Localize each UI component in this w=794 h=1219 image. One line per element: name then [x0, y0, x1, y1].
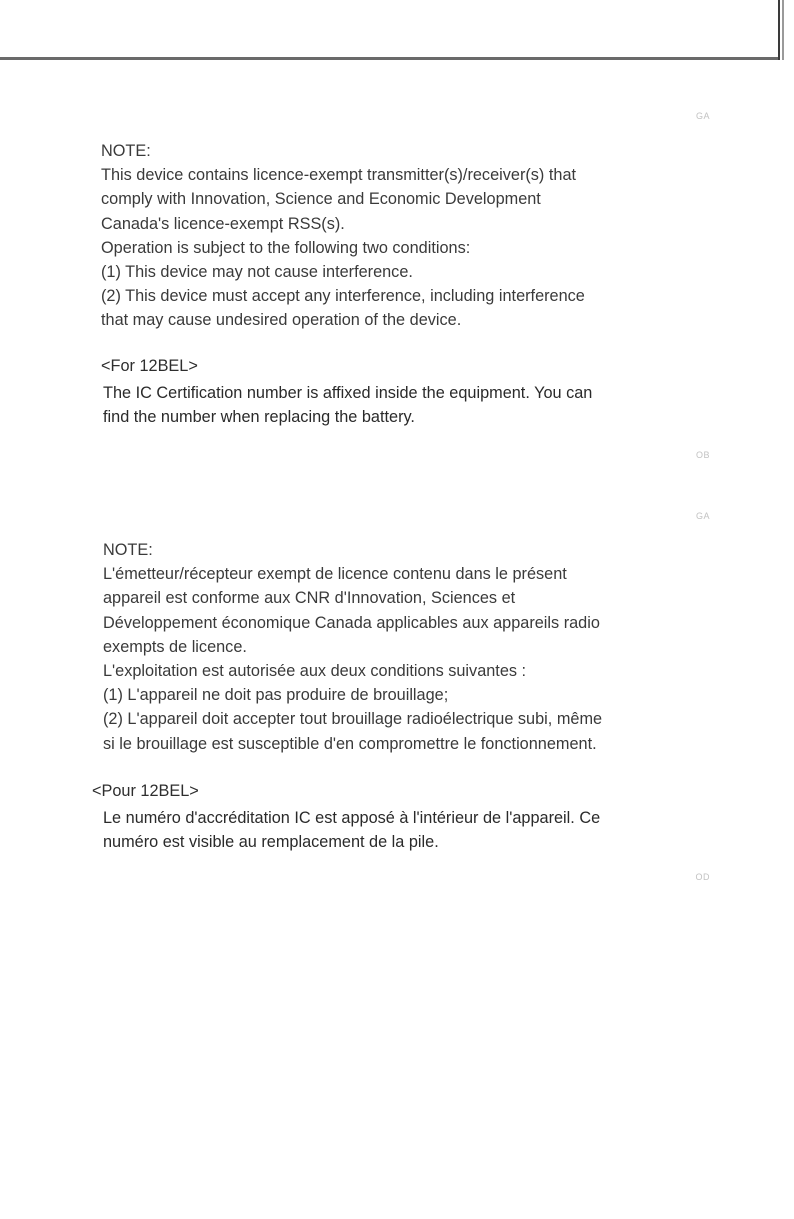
- french-note-line: (1) L'appareil ne doit pas produire de brouillage;: [103, 686, 449, 705]
- header-rule: [0, 57, 794, 60]
- english-note: [101, 139, 585, 333]
- french-note-line: exempts de licence.: [103, 637, 247, 656]
- english-note-line: This device contains licence-exempt transmitter(s)/receiver(s) that: [101, 166, 577, 185]
- section-marker: OD: [695, 872, 710, 882]
- english-note-line: Operation is subject to the following two conditions:: [101, 238, 471, 257]
- french-note-line: L'exploitation est autorisée aux deux conditions suivantes :: [103, 662, 527, 681]
- english-model-line: find the number when replacing the battery.: [103, 408, 415, 427]
- french-model-text: [103, 806, 600, 854]
- english-model-line: The IC Certification number is affixed inside the equipment. You can: [103, 384, 593, 402]
- french-note-line: L'émetteur/récepteur exempt de licence contenu dans le présent: [103, 565, 567, 584]
- english-note-line: Canada's licence-exempt RSS(s).: [101, 214, 345, 233]
- section-marker: OB: [695, 450, 710, 460]
- english-note-line: (1) This device may not cause interference.: [101, 263, 413, 282]
- french-model-line: Le numéro d'accréditation IC est apposé à l'intérieur de l'appareil. Ce: [103, 809, 601, 827]
- french-note: [103, 538, 602, 756]
- section-marker: GA: [695, 511, 710, 521]
- french-model-heading: <Pour 12BEL>: [92, 782, 199, 800]
- english-note-heading: NOTE:: [101, 142, 151, 160]
- english-note-line: (2) This device must accept any interference, including interference: [101, 287, 585, 306]
- french-note-line: si le brouillage est susceptible d'en compromettre le fonctionnement.: [103, 734, 597, 753]
- french-note-line: appareil est conforme aux CNR d'Innovation, Sciences et: [103, 589, 516, 608]
- section-marker: GA: [695, 111, 710, 121]
- french-note-heading: NOTE:: [103, 541, 153, 559]
- english-model-text: [103, 381, 592, 429]
- french-model-line: numéro est visible au remplacement de la pile.: [103, 833, 439, 852]
- page-edge-tab: [778, 0, 794, 60]
- french-note-line: Développement économique Canada applicables aux appareils radio: [103, 613, 600, 632]
- english-note-line: comply with Innovation, Science and Economic Development: [101, 190, 541, 209]
- english-model-heading: <For 12BEL>: [101, 357, 198, 375]
- english-note-line: that may cause undesired operation of the device.: [101, 311, 462, 330]
- french-note-line: (2) L'appareil doit accepter tout brouillage radioélectrique subi, même: [103, 710, 603, 729]
